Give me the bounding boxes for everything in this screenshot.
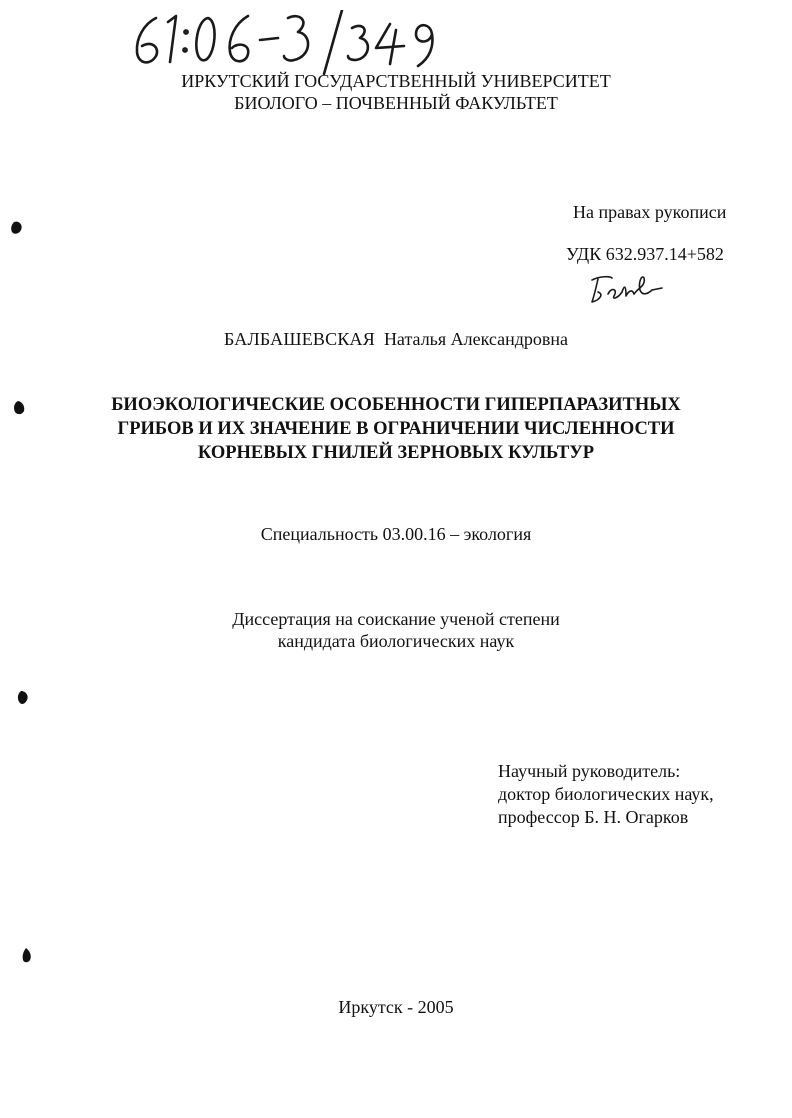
author-surname: БАЛБАШЕВСКАЯ [223, 329, 375, 349]
author-name [0, 328, 792, 350]
degree-line: Диссертация на соискание ученой степени [232, 609, 560, 629]
thesis-title-line: КОРНЕВЫХ ГНИЛЕЙ ЗЕРНОВЫХ КУЛЬТУР [197, 443, 595, 463]
supervisor-line: Научный руководитель: [498, 761, 681, 781]
scan-artifact-icon [10, 220, 24, 236]
place-and-year: Иркутск - 2005 [338, 997, 454, 1017]
thesis-title [0, 393, 792, 465]
specialty: Специальность 03.00.16 – экология [260, 524, 532, 544]
author-given-names: Наталья Александровна [383, 329, 569, 349]
scan-artifact-icon [20, 948, 34, 964]
manuscript-rights-note: На правах рукописи [573, 202, 727, 222]
supervisor-block [498, 760, 714, 829]
thesis-title-line: БИОЭКОЛОГИЧЕСКИЕ ОСОБЕННОСТИ ГИПЕРПАРАЗИТНЫХ [111, 395, 681, 415]
udc-code: УДК 632.937.14+582 [566, 244, 724, 264]
scan-artifact-icon [16, 690, 30, 706]
handwritten-inventory-number [128, 10, 458, 76]
handwritten-signature [586, 272, 666, 308]
supervisor-line: профессор Б. Н. Огарков [498, 807, 689, 827]
degree-line: кандидата биологических наук [277, 631, 515, 651]
supervisor-line: доктор биологических наук, [498, 784, 714, 804]
thesis-title-line: ГРИБОВ И ИХ ЗНАЧЕНИЕ В ОГРАНИЧЕНИИ ЧИСЛЕННОСТИ [117, 419, 675, 439]
scan-artifact-icon [12, 400, 26, 416]
faculty-name: БИОЛОГО – ПОЧВЕННЫЙ ФАКУЛЬТЕТ [234, 93, 558, 113]
university-name: ИРКУТСКИЙ ГОСУДАРСТВЕННЫЙ УНИВЕРСИТЕТ [181, 71, 611, 91]
